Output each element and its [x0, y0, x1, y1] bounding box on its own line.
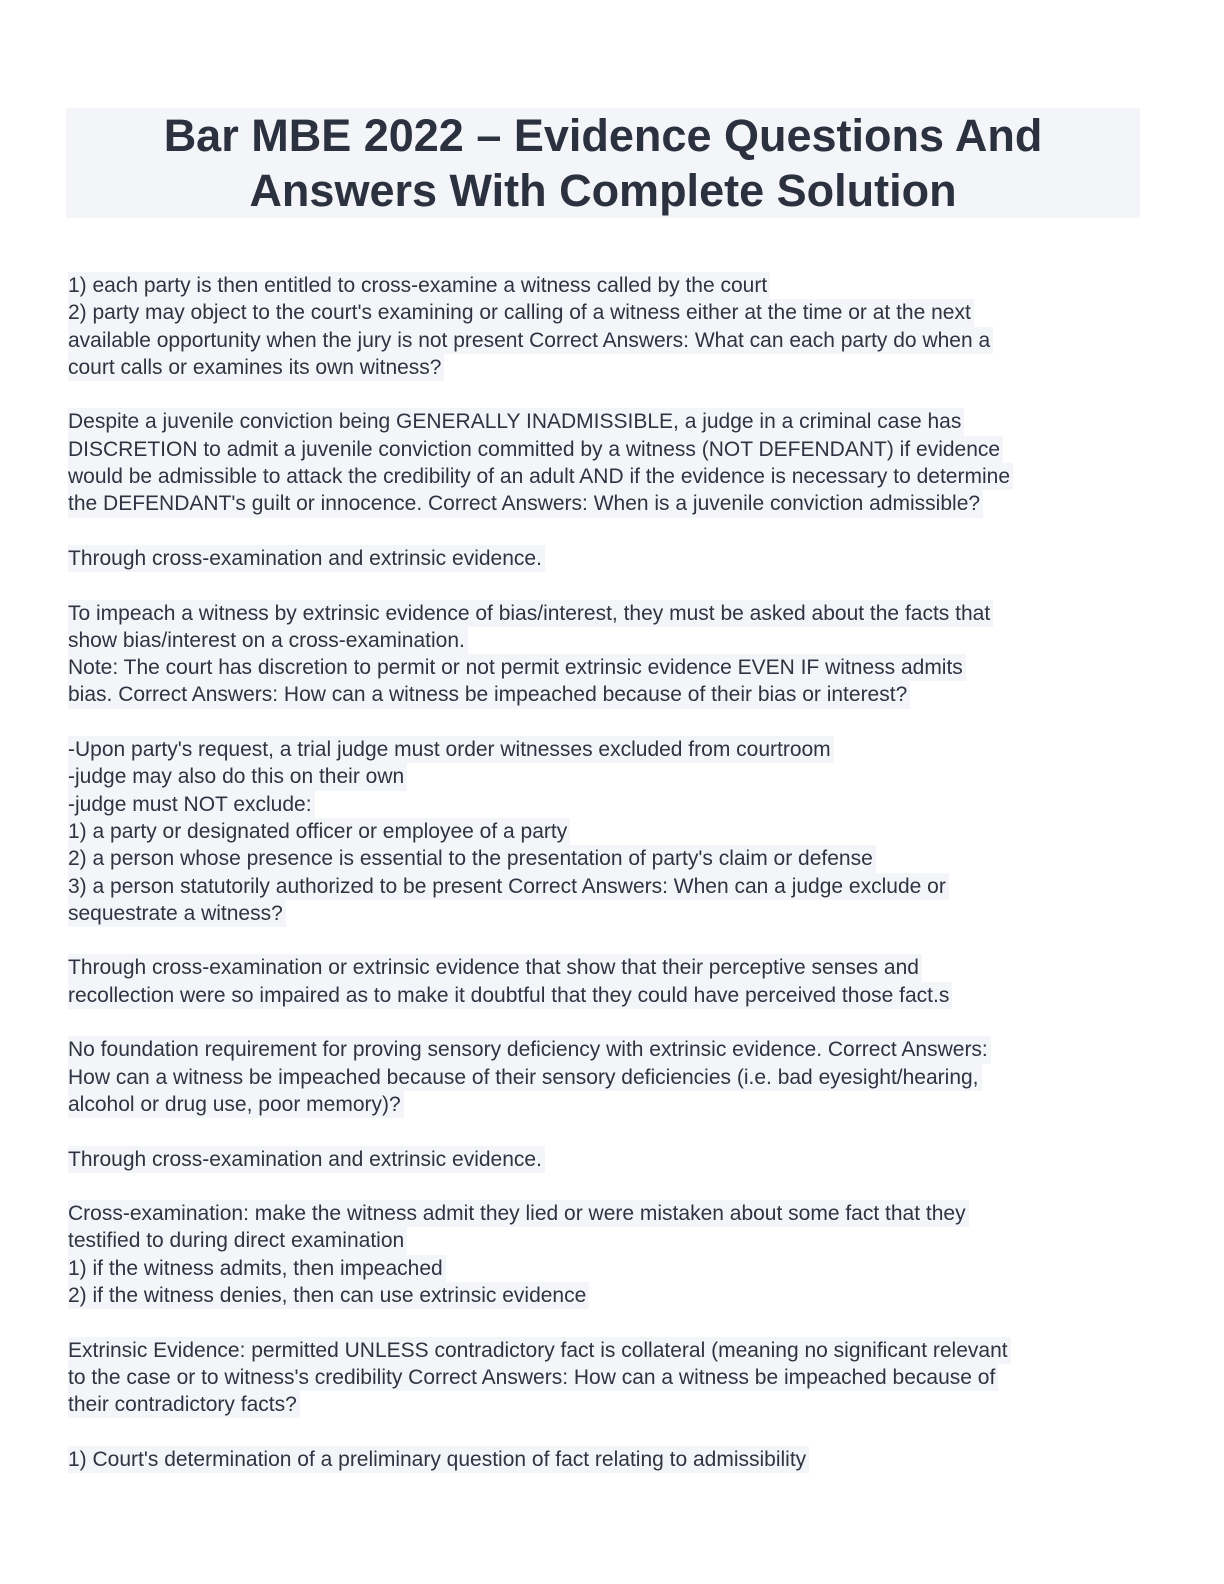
- line-text: testified to during direct examination: [68, 1227, 407, 1254]
- line-text: No foundation requirement for proving sensory deficiency with extrinsic evidence. Correct Answers:: [68, 1036, 991, 1063]
- title-banner: [66, 108, 1140, 218]
- line-text: How can a witness be impeached because of their sensory deficiencies (i.e. bad eyesight/hearing,: [68, 1064, 982, 1091]
- paragraph-gap: [68, 927, 1148, 954]
- text-line: [68, 1064, 1148, 1091]
- qa-paragraph: [68, 1036, 1148, 1118]
- paragraph-gap: [68, 1009, 1148, 1036]
- text-line: [68, 327, 1148, 354]
- line-text: show bias/interest on a cross-examination.: [68, 627, 468, 654]
- document-body: [68, 272, 1148, 1473]
- line-text: To impeach a witness by extrinsic evidence of bias/interest, they must be asked about the facts that: [68, 600, 993, 627]
- line-text: bias. Correct Answers: How can a witness be impeached because of their bias or interest?: [68, 681, 910, 708]
- paragraph-gap: [68, 1118, 1148, 1145]
- text-line: [68, 845, 1148, 872]
- text-line: [68, 408, 1148, 435]
- text-line: [68, 873, 1148, 900]
- text-line: [68, 1200, 1148, 1227]
- qa-paragraph: [68, 1200, 1148, 1309]
- line-text: Through cross-examination or extrinsic evidence that show that their perceptive senses and: [68, 954, 922, 981]
- line-text: 1) Court's determination of a preliminary question of fact relating to admissibility: [68, 1446, 809, 1473]
- line-text: 2) if the witness denies, then can use extrinsic evidence: [68, 1282, 589, 1309]
- text-line: [68, 1337, 1148, 1364]
- line-text: Despite a juvenile conviction being GENERALLY INADMISSIBLE, a judge in a criminal case has: [68, 408, 964, 435]
- text-line: [68, 791, 1148, 818]
- line-text: would be admissible to attack the credibility of an adult AND if the evidence is necessary to determine: [68, 463, 1013, 490]
- text-line: [68, 1282, 1148, 1309]
- text-line: [68, 654, 1148, 681]
- line-text: 1) if the witness admits, then impeached: [68, 1255, 446, 1282]
- qa-paragraph: [68, 736, 1148, 927]
- line-text: available opportunity when the jury is not present Correct Answers: What can each party do when a: [68, 327, 993, 354]
- line-text: 2) a person whose presence is essential to the presentation of party's claim or defense: [68, 845, 876, 872]
- line-text: their contradictory facts?: [68, 1391, 300, 1418]
- line-text: 1) a party or designated officer or employee of a party: [68, 818, 570, 845]
- qa-paragraph: [68, 1337, 1148, 1419]
- document-title: [164, 108, 1043, 218]
- qa-paragraph: [68, 954, 1148, 1009]
- text-line: [68, 436, 1148, 463]
- text-line: [68, 982, 1148, 1009]
- qa-paragraph: [68, 272, 1148, 381]
- line-text: 3) a person statutorily authorized to be present Correct Answers: When can a judge exclude or: [68, 873, 949, 900]
- text-line: [68, 763, 1148, 790]
- line-text: Cross-examination: make the witness admit they lied or were mistaken about some fact that they: [68, 1200, 969, 1227]
- text-line: [68, 954, 1148, 981]
- text-line: [68, 354, 1148, 381]
- text-line: [68, 1036, 1148, 1063]
- text-line: [68, 1227, 1148, 1254]
- text-line: [68, 299, 1148, 326]
- text-line: [68, 1091, 1148, 1118]
- title-line-2: Answers With Complete Solution: [249, 165, 957, 216]
- line-text: Note: The court has discretion to permit or not permit extrinsic evidence EVEN IF witness admits: [68, 654, 966, 681]
- paragraph-gap: [68, 518, 1148, 545]
- qa-paragraph: [68, 600, 1148, 709]
- text-line: [68, 490, 1148, 517]
- text-line: [68, 545, 1148, 572]
- paragraph-gap: [68, 1173, 1148, 1200]
- line-text: DISCRETION to admit a juvenile conviction committed by a witness (NOT DEFENDANT) if evidence: [68, 436, 1003, 463]
- line-text: Through cross-examination and extrinsic evidence.: [68, 545, 545, 572]
- text-line: [68, 600, 1148, 627]
- qa-paragraph: [68, 408, 1148, 517]
- text-line: [68, 1364, 1148, 1391]
- text-line: [68, 1146, 1148, 1173]
- text-line: [68, 1446, 1148, 1473]
- paragraph-gap: [68, 1418, 1148, 1445]
- paragraph-gap: [68, 381, 1148, 408]
- text-line: [68, 627, 1148, 654]
- line-text: 2) party may object to the court's examining or calling of a witness either at the time or at the next: [68, 299, 974, 326]
- line-text: sequestrate a witness?: [68, 900, 286, 927]
- line-text: Through cross-examination and extrinsic evidence.: [68, 1146, 545, 1173]
- paragraph-gap: [68, 709, 1148, 736]
- line-text: -Upon party's request, a trial judge must order witnesses excluded from courtroom: [68, 736, 834, 763]
- text-line: [68, 736, 1148, 763]
- qa-paragraph: [68, 545, 1148, 572]
- line-text: Extrinsic Evidence: permitted UNLESS contradictory fact is collateral (meaning no significant relevant: [68, 1337, 1011, 1364]
- text-line: [68, 681, 1148, 708]
- paragraph-gap: [68, 572, 1148, 599]
- line-text: court calls or examines its own witness?: [68, 354, 444, 381]
- paragraph-gap: [68, 1309, 1148, 1336]
- line-text: 1) each party is then entitled to cross-examine a witness called by the court: [68, 272, 770, 299]
- qa-paragraph: [68, 1446, 1148, 1473]
- qa-paragraph: [68, 1146, 1148, 1173]
- line-text: to the case or to witness's credibility Correct Answers: How can a witness be impeached because of: [68, 1364, 998, 1391]
- text-line: [68, 1255, 1148, 1282]
- text-line: [68, 900, 1148, 927]
- title-line-1: Bar MBE 2022 – Evidence Questions And: [163, 110, 1043, 161]
- text-line: [68, 818, 1148, 845]
- line-text: alcohol or drug use, poor memory)?: [68, 1091, 404, 1118]
- line-text: recollection were so impaired as to make it doubtful that they could have perceived those fact.s: [68, 982, 952, 1009]
- text-line: [68, 272, 1148, 299]
- text-line: [68, 463, 1148, 490]
- line-text: -judge may also do this on their own: [68, 763, 407, 790]
- text-line: [68, 1391, 1148, 1418]
- line-text: the DEFENDANT's guilt or innocence. Correct Answers: When is a juvenile conviction admissible?: [68, 490, 983, 517]
- line-text: -judge must NOT exclude:: [68, 791, 315, 818]
